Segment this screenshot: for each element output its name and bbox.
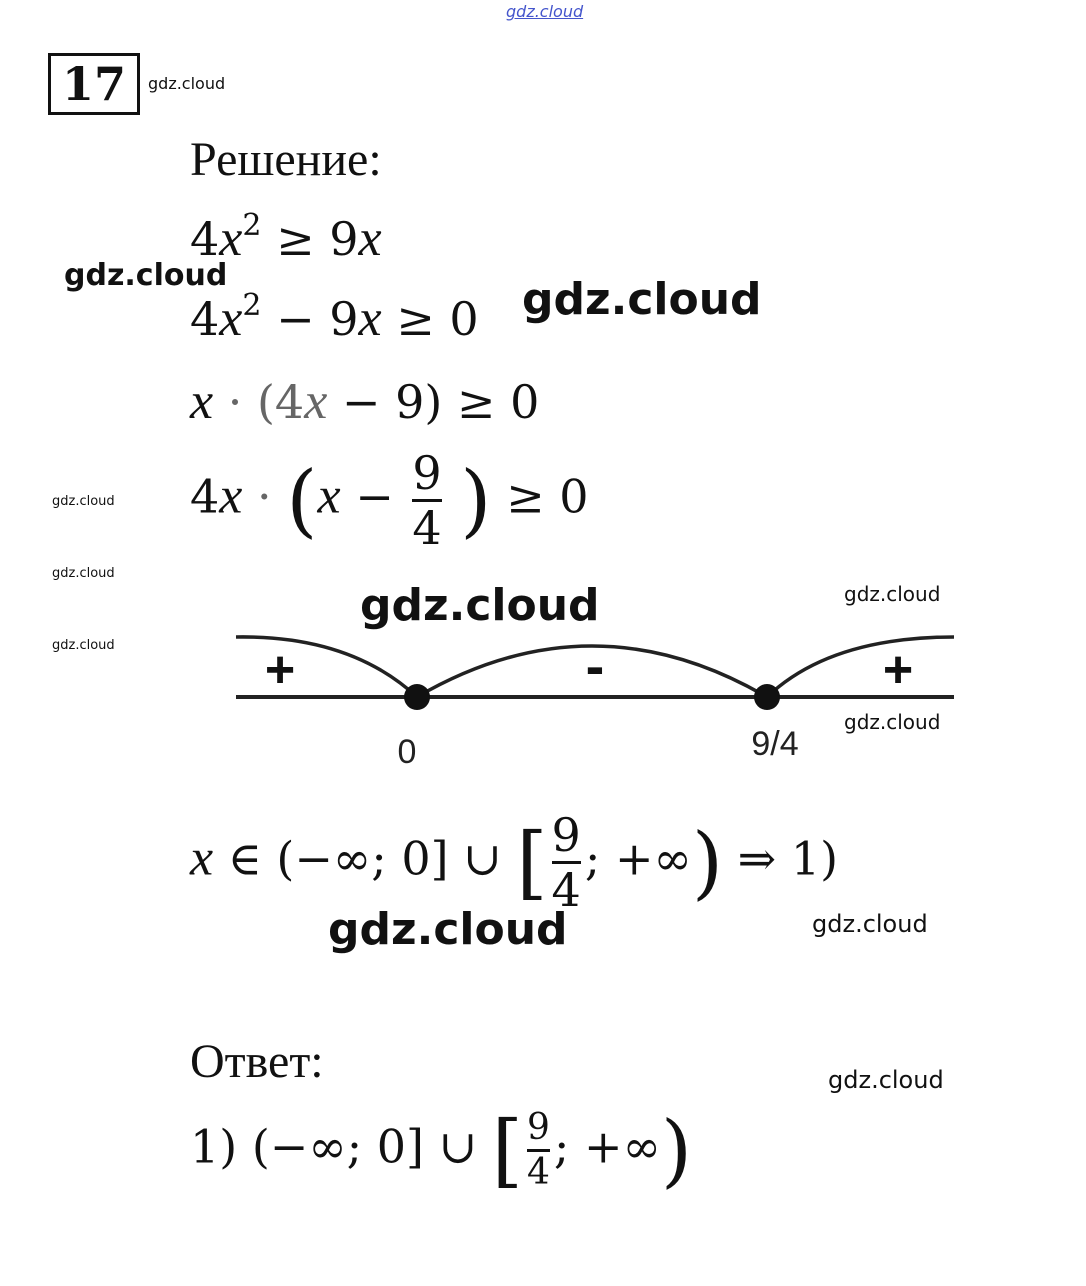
watermark-right-4: gdz.cloud	[828, 1066, 944, 1094]
step-4: 4x · (x − $\frac{9}{4}$ ) ≥ 0	[190, 446, 589, 555]
watermark-right-3: gdz.cloud	[812, 910, 928, 938]
fraction-result: $\frac{9}{4}$	[551, 808, 581, 917]
answer-heading: Ответ:	[190, 1035, 324, 1088]
sign-middle: -	[585, 634, 605, 697]
point-zero	[404, 684, 430, 710]
sign-right: +	[882, 641, 914, 699]
fraction-answer: $\frac{9}{4}$	[527, 1107, 550, 1193]
step-1: $4x^2 \ge 9x$	[190, 208, 382, 267]
answer-line: 1) (−∞; 0] ∪ [ $\frac{9}{4}$ ; +∞)	[190, 1103, 693, 1197]
watermark-right-2: gdz.cloud	[844, 710, 941, 734]
problem-number: 17	[48, 53, 140, 115]
watermark-left-small-2: gdz.cloud	[52, 566, 115, 581]
sign-left: +	[264, 641, 296, 699]
step-2: $4x^2 - 9x \ge 0$	[190, 288, 479, 347]
watermark-top: gdz.cloud	[506, 2, 584, 21]
watermark-right-1: gdz.cloud	[844, 582, 941, 606]
fraction-9-4: $\frac{9}{4}$	[412, 446, 442, 555]
label-zero: 0	[397, 733, 417, 765]
label-nine-fourths: 9/4	[751, 725, 799, 763]
watermark-left-small-1: gdz.cloud	[52, 494, 115, 509]
watermark-left-1: gdz.cloud	[64, 258, 228, 293]
watermark-left-small-3: gdz.cloud	[52, 638, 115, 653]
arc-right	[767, 637, 954, 697]
arc-left	[236, 637, 417, 697]
solution-heading: Решение:	[190, 133, 382, 186]
step-3: x · (4x − 9) ≥ 0	[190, 373, 540, 430]
watermark-center-2: gdz.cloud	[360, 580, 600, 631]
watermark-by-number: gdz.cloud	[148, 74, 226, 93]
sign-number-line	[230, 625, 960, 765]
point-nine-fourths	[754, 684, 780, 710]
result-line: x ∈ (−∞; 0] ∪ [ $\frac{9}{4}$ ; +∞) ⇒ 1)	[190, 808, 839, 917]
watermark-center-1: gdz.cloud	[522, 274, 762, 325]
watermark-center-3: gdz.cloud	[328, 904, 568, 955]
